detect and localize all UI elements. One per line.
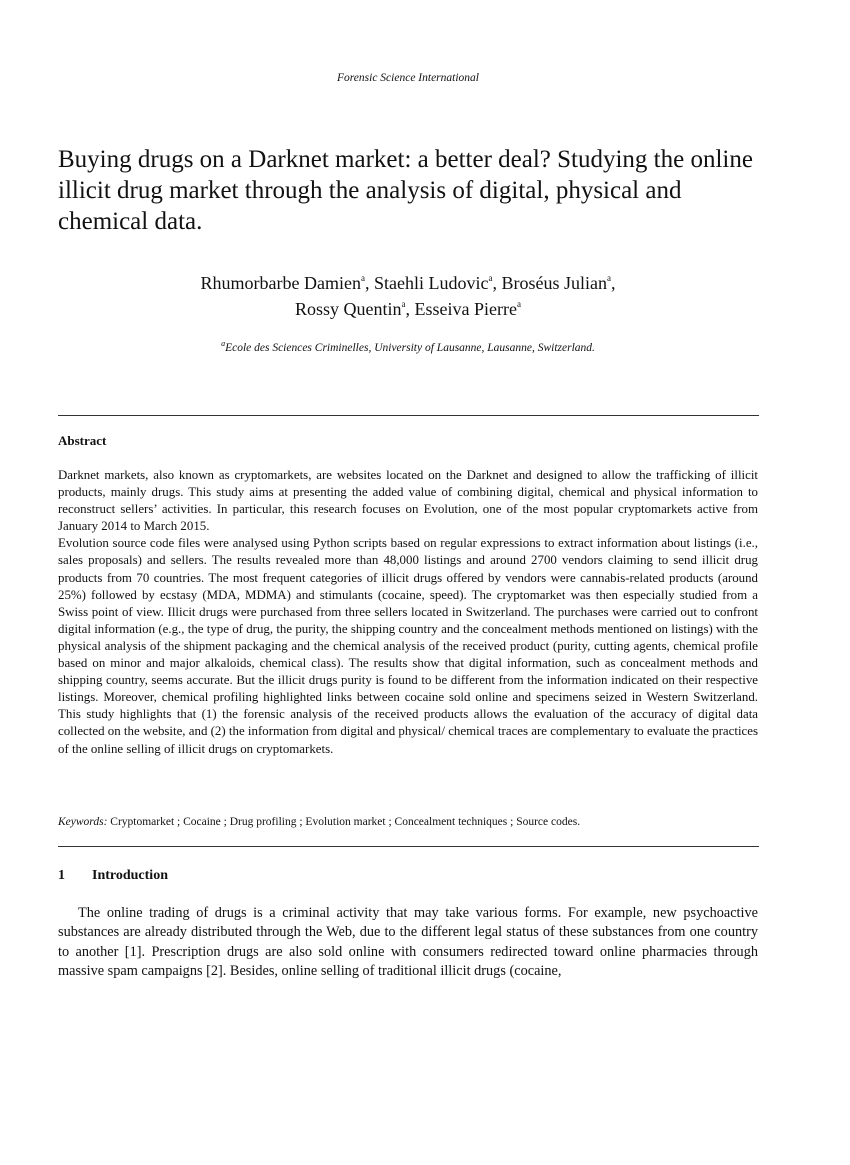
abstract-paragraph: Evolution source code files were analysed using Python scripts based on regular expressions to extract information about listings (i.e., sales proposals) and sellers. The results revealed more than 48,000 listings and around 2700 vendors claiming to send illicit drug products from 70 countries. The most frequent categories of illicit drugs offered by vendors were cannabis-related products (around 25%) followed by ecstasy (MDA, MDMA) and stimulants (cocaine, speed). The cryptomarket was then especially studied from a Swiss point of view. Illicit drugs were purchased from three sellers located in Switzerland. The purchases were carried out to confront digital information (e.g., the type of drug, the purity, the shipping country and the concealment methods mentioned on listings) with the physical analysis of the shipment packaging and the chemical analysis of the received product (purity, cutting agents, chemical profile based on minor and major alkaloids, chemical class). The results show that digital information, such as concealment methods and shipping country, seems accurate. But the illicit drugs purity is found to be different from the information indicated on their respective listings. Moreover, chemical profiling highlighted links between cocaine sold online and specimens seized in Western Switzerland. This study highlights that (1) the forensic analysis of the received products allows the evaluation of the accuracy of digital data collected on the website, and (2) the information from digital and physical/ chemical traces are complementary to evaluate the practices of the online selling of illicit drugs on cryptomarkets. <box>58 536 758 756</box>
author-name: Staehli Ludovic <box>373 273 489 293</box>
affiliation-mark: a <box>606 273 611 283</box>
abstract-body <box>58 467 758 758</box>
author-name: Rhumorbarbe Damien <box>200 273 361 293</box>
author-row-2 <box>58 296 758 322</box>
author-separator: , <box>610 273 616 293</box>
bottom-divider <box>58 846 759 847</box>
affiliation <box>58 339 758 354</box>
author-name: Esseiva Pierre <box>414 299 517 319</box>
author-row-1 <box>58 270 758 296</box>
section-title: Introduction <box>92 868 168 883</box>
author-name: Broséus Julian <box>501 273 607 293</box>
author-separator: , <box>492 273 502 293</box>
author-separator: , <box>405 299 415 319</box>
section-heading <box>58 868 168 884</box>
abstract-paragraph: Darknet markets, also known as cryptomarkets, are websites located on the Darknet and designed to allow the trafficking of illicit products, mainly drugs. This study aims at presenting the added value of combining digital, chemical and physical information to reconstruct sellers’ activities. In particular, this research focuses on Evolution, one of the most popular cryptomarkets active from January 2014 to March 2015. <box>58 468 758 534</box>
affiliation-text: Ecole des Sciences Criminelles, University of Lausanne, Lausanne, Switzerland. <box>225 342 595 354</box>
journal-name: Forensic Science International <box>336 72 479 84</box>
author-name: Rossy Quentin <box>295 299 402 319</box>
paper-title: Buying drugs on a Darknet market: a better deal? Studying the online illicit drug market through the analysis of digital, physical and chemical data. <box>58 146 753 235</box>
section-number: 1 <box>58 868 65 883</box>
affiliation-mark: a <box>488 273 493 283</box>
top-divider <box>58 415 759 416</box>
abstract-heading: Abstract <box>58 433 107 448</box>
keywords-text: Cryptomarket ; Cocaine ; Drug profiling ; Evolution market ; Concealment techniques ; Source codes. <box>107 816 581 828</box>
affiliation-mark: a <box>221 339 226 348</box>
affiliation-mark: a <box>401 299 406 309</box>
keywords-label: Keywords: <box>58 816 108 828</box>
affiliation-mark: a <box>360 273 365 283</box>
intro-paragraph: The online trading of drugs is a criminal activity that may take various forms. For example, new psychoactive substances are already distributed through the Web, due to the different legal status of these substances from one country to another [1]. Prescription drugs are also sold online with consumers redirected toward online pharmacies through massive spam campaigns [2]. Besides, online selling of traditional illicit drugs (cocaine, <box>58 905 758 979</box>
introduction-body <box>58 904 758 981</box>
affiliation-mark: a <box>516 299 521 309</box>
author-list <box>58 270 758 322</box>
author-separator: , <box>364 273 374 293</box>
keywords <box>58 816 758 828</box>
